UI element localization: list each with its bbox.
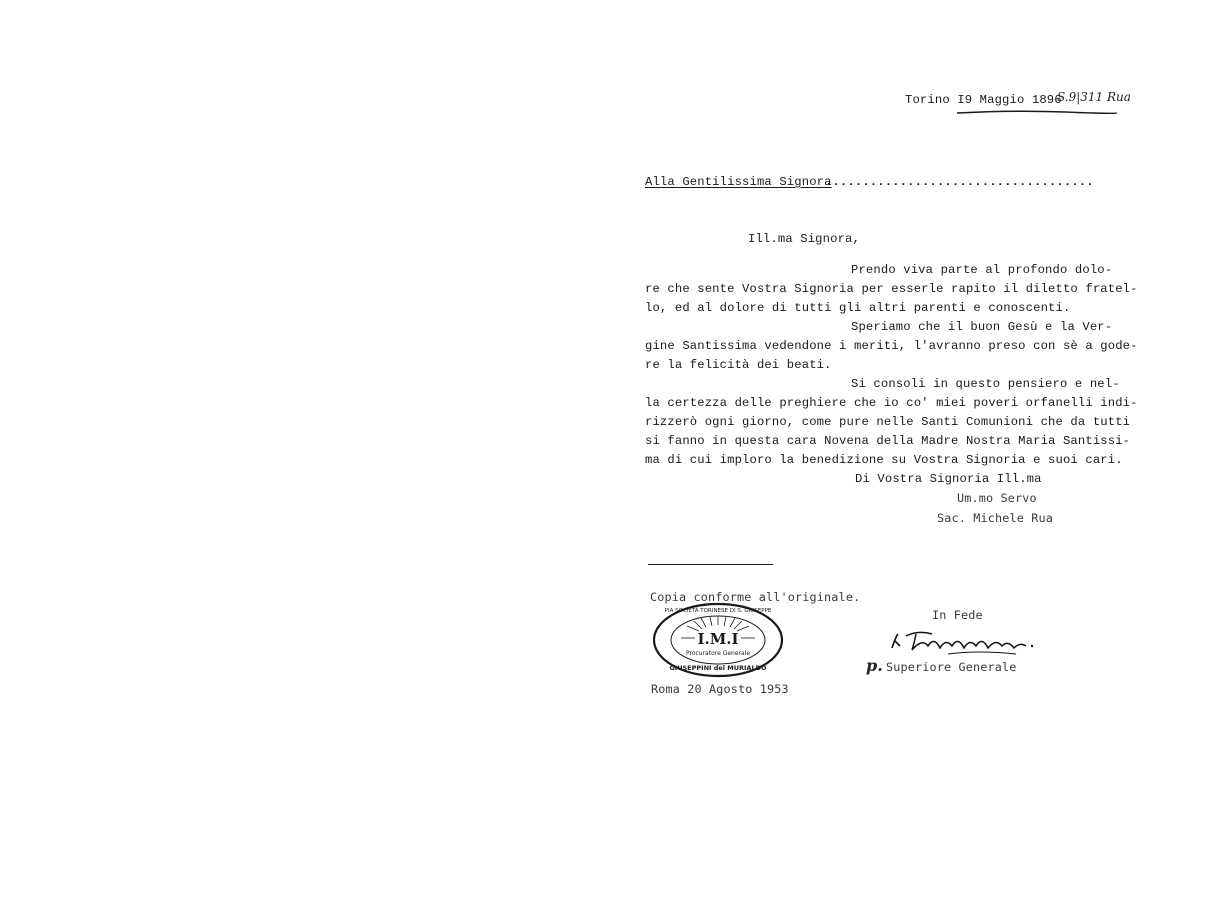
separator-rule — [648, 564, 773, 565]
body-line: ma di cui imploro la benedizione su Vostra Signoria e suoi cari. — [645, 453, 1123, 467]
body-line: Prendo viva parte al profondo dolo- — [851, 263, 1113, 277]
date-underline — [955, 108, 1120, 116]
body-line: si fanno in questa cara Novena della Madre Nostra Maria Santissi- — [645, 434, 1131, 448]
body-line: la certezza delle preghiere che io co' miei poveri orfanelli indi- — [645, 396, 1138, 410]
stamp-top-text: PIA SOCIETÀ TORINESE DI S. GIUSEPPE — [664, 608, 772, 614]
handwritten-signature — [888, 626, 1038, 660]
addressee-label: Alla Gentilissima Signora — [645, 175, 832, 189]
role-prefix: p. — [866, 656, 883, 675]
addressee-dots: .................................... — [825, 175, 1094, 189]
body-line: Speriamo che il buon Gesù e la Ver- — [851, 320, 1113, 334]
place-date: Roma 20 Agosto 1953 — [651, 682, 789, 696]
body-line: gine Santissima vedendone i meriti, l'avranno preso con sè a gode- — [645, 339, 1138, 353]
stamp-middle-text: Procuratore Generale — [685, 650, 751, 657]
copy-note: Copia conforme all'originale. — [650, 590, 861, 604]
body-line: lo, ed al dolore di tutti gli altri parenti e conoscenti. — [645, 301, 1071, 315]
body-line: re che sente Vostra Signoria per esserle rapito il diletto fratel- — [645, 282, 1138, 296]
handwritten-archive-note: S.9|311 Rua — [1057, 90, 1131, 104]
body-line: re la felicità dei beati. — [645, 358, 832, 372]
official-stamp — [651, 600, 785, 680]
signatory-role: Superiore Generale — [886, 660, 1017, 674]
letter-date: Torino I9 Maggio 1896 — [905, 93, 1062, 107]
salutation: Ill.ma Signora, — [748, 232, 860, 246]
closing-formula: Di Vostra Signoria Ill.ma — [855, 472, 1042, 486]
in-fede: In Fede — [932, 608, 983, 622]
body-line: rizzerò ogni giorno, come pure nelle Santi Comunioni che da tutti — [645, 415, 1131, 429]
closing-signature-name: Sac. Michele Rua — [937, 511, 1054, 525]
closing-servant: Um.mo Servo — [957, 491, 1037, 505]
stamp-center-text: I.M.I — [697, 630, 739, 648]
stamp-bottom-text: GIUSEPPINI del MURIALDO — [669, 664, 767, 672]
body-line: Si consoli in questo pensiero e nel- — [851, 377, 1120, 391]
